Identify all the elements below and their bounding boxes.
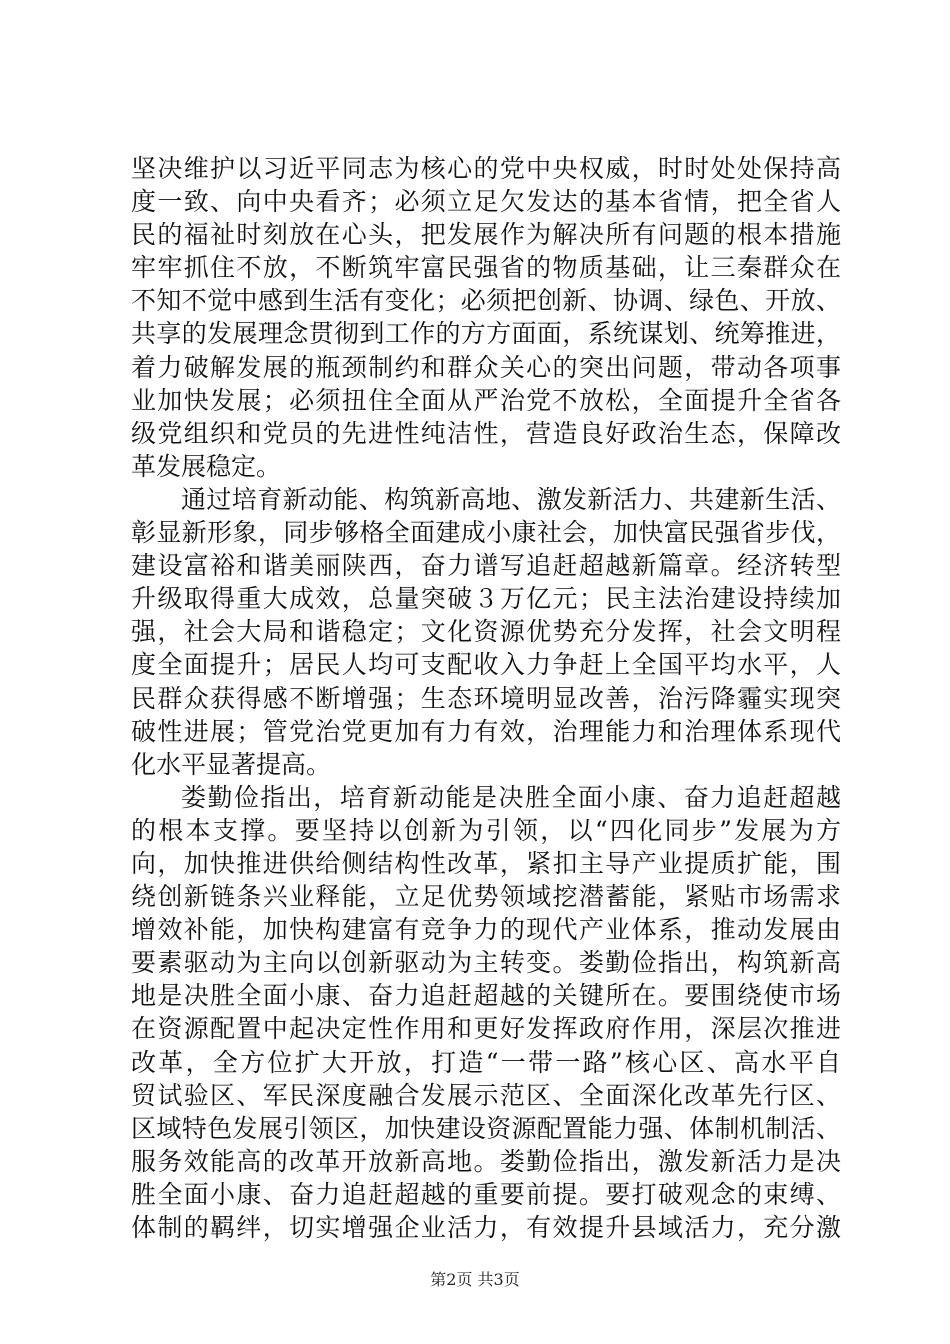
text-line: 胜全面小康、奋力追赶超越的重要前提。要打破观念的束缚、 [131, 1179, 841, 1209]
text-line: 增效补能，加快构建富有竞争力的现代产业体系，推动发展由 [131, 915, 841, 945]
text-line: 牢牢抓住不放，不断筑牢富民强省的物质基础，让三秦群众在 [131, 253, 841, 283]
text-line: 业加快发展；必须扭住全面从严治党不放松，全面提升全省各 [131, 385, 841, 415]
text-line: 的根本支撑。要坚持以创新为引领，以“四化同步”发展为方 [131, 815, 841, 845]
text-line: 在资源配置中起决定性作用和更好发挥政府作用，深层次推进 [131, 1014, 841, 1044]
text-line: 级党组织和党员的先进性纯洁性，营造良好政治生态，保障改 [131, 418, 841, 448]
text-line: 向，加快推进供给侧结构性改革，紧扣主导产业提质扩能，围 [131, 848, 841, 878]
paragraph-first-line: 通过培育新动能、构筑新高地、激发新活力、共建新生活、 [181, 484, 841, 514]
text-line: 要素驱动为主向以创新驱动为主转变。娄勤俭指出，构筑新高 [131, 948, 841, 978]
text-line: 共享的发展理念贯彻到工作的方方面面，系统谋划、统筹推进， [131, 319, 841, 349]
text-line: 革发展稳定。 [131, 451, 282, 481]
text-line: 民的福祉时刻放在心头，把发展作为解决所有问题的根本措施 [131, 220, 841, 250]
text-line: 度一致、向中央看齐；必须立足欠发达的基本省情，把全省人 [131, 187, 841, 217]
text-line: 体制的羁绊，切实增强企业活力，有效提升县域活力，充分激 [131, 1213, 841, 1242]
text-line: 化水平显著提高。 [131, 749, 332, 779]
text-line: 度全面提升；居民人均可支配收入力争赶上全国平均水平，人 [131, 650, 841, 680]
page-footer: 第2页 共3页 [430, 1270, 520, 1289]
document-body [131, 152, 841, 1244]
text-line: 破性进展；管党治党更加有力有效，治理能力和治理体系现代 [131, 716, 841, 746]
text-line: 强，社会大局和谐稳定；文化资源优势充分发挥，社会文明程 [131, 617, 841, 647]
text-line: 升级取得重大成效，总量突破３万亿元；民主法治建设持续加 [131, 584, 841, 614]
text-line: 民群众获得感不断增强；生态环境明显改善，治污降霾实现突 [131, 683, 841, 713]
text-line: 彰显新形象，同步够格全面建成小康社会，加快富民强省步伐， [131, 518, 841, 548]
text-line: 贸试验区、军民深度融合发展示范区、全面深化改革先行区、 [131, 1080, 841, 1110]
text-line: 服务效能高的改革开放新高地。娄勤俭指出，激发新活力是决 [131, 1146, 841, 1176]
text-line: 绕创新链条兴业释能，立足优势领域挖潜蓄能，紧贴市场需求 [131, 882, 841, 912]
text-line: 坚决维护以习近平同志为核心的党中央权威，时时处处保持高 [131, 154, 841, 183]
text-line: 区域特色发展引领区，加快建设资源配置能力强、体制机制活、 [131, 1113, 841, 1143]
paragraph-first-line: 娄勤俭指出，培育新动能是决胜全面小康、奋力追赶超越 [181, 782, 841, 812]
text-line: 改革，全方位扩大开放，打造“一带一路”核心区、高水平自 [131, 1047, 841, 1077]
text-line: 不知不觉中感到生活有变化；必须把创新、协调、绿色、开放、 [131, 286, 841, 316]
text-line: 地是决胜全面小康、奋力追赶超越的关键所在。要围绕使市场 [131, 981, 841, 1011]
text-line: 着力破解发展的瓶颈制约和群众关心的突出问题，带动各项事 [131, 352, 841, 382]
text-line: 建设富裕和谐美丽陕西，奋力谱写追赶超越新篇章。经济转型 [131, 551, 841, 581]
